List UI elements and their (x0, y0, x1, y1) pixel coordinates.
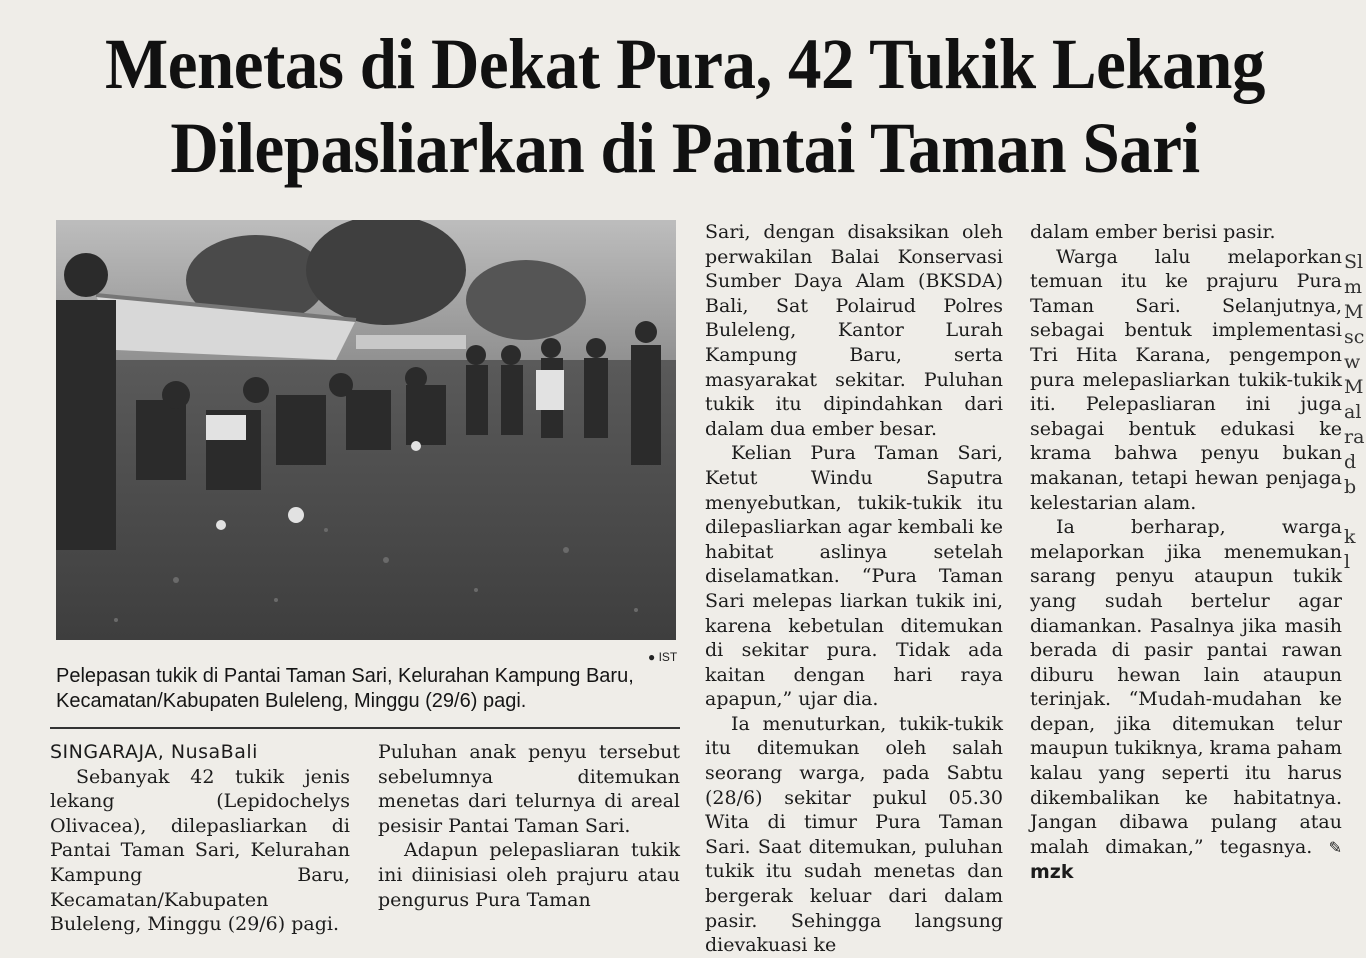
author-sign: mzk (1030, 861, 1074, 884)
pencil-icon: ✎ (1328, 837, 1342, 857)
col4-paragraph-2 (1030, 515, 1342, 885)
col3-paragraph-2: Kelian Pura Taman Sari, Ketut Windu Saputra menyebutkan, tukik-tukik itu dilepasliarkan agar kembali ke habitat aslinya setelah diselamatkan. “Pura Taman Sari melepas liarkan tukik ini, karena kebetulan ditemukan di sekitar pura. Tidak ada kaitan dengan hari raya apapun,” ujar dia. (705, 442, 1003, 711)
column-4 (1030, 220, 1342, 885)
photo-credit: ● IST (648, 650, 678, 664)
col2-paragraph-1: Puluhan anak penyu tersebut sebelumnya ditemukan menetas dari telurnya di areal pesisir Pantai Taman Sari. (378, 741, 680, 837)
headline-line-1: Menetas di Dekat Pura, 42 Tukik Lekang (105, 24, 1265, 104)
col2-paragraph-2: Adapun pelepasliaran tukik ini diinisiasi oleh prajuru atau pengurus Pura Taman (378, 839, 680, 911)
column-2 (378, 740, 680, 912)
caption-divider (50, 727, 680, 729)
col1-paragraph-1: Sebanyak 42 tukik jenis lekang (Lepidochelys Olivacea), dilepasliarkan di Pantai Taman Sari, Kelurahan Kampung Baru, Kecamatan/Kabupaten Buleleng, Minggu (29/6) pagi. (50, 765, 350, 936)
col4-paragraph-0: dalam ember berisi pasir. (1030, 221, 1276, 243)
headline (85, 22, 1285, 190)
dateline: SINGARAJA, NusaBali (50, 741, 258, 763)
headline-line-2: Dilepasliarkan di Pantai Taman Sari (170, 108, 1200, 188)
col4-paragraph-1: Warga lalu melaporkan temuan itu ke prajuru Pura Taman Sari. Selanjutnya, sebagai bentuk implementasi Tri Hita Karana, pengempon pura melepasliarkan tukik-tukik iti. Pelepasliaran ini juga sebagai bentuk edukasi ke krama bahwa penyu bukan makanan, tetapi hewan penjaga kelestarian alam. (1030, 245, 1342, 514)
col4-paragraph-2-text: Ia berharap, warga melaporkan jika menemukan sarang penyu ataupun tukik yang sudah bertelur agar diamankan. Pasalnya jika masih berada di pasir pantai rawan diburu hewan lain ataupun terinjak. “Mudah-mudahan ke depan, jika ditemukan telur maupun tukiknya, krama paham kalau yang seperti itu harus dikembalikan ke habitatnya. Jangan dibawa pulang atau malah dimakan,” tegasnya. (1030, 516, 1342, 858)
adjacent-article-fragment: Sl m M sc w M al ra d b k l (1344, 251, 1365, 573)
col3-paragraph-3: Ia menuturkan, tukik-tukik itu ditemukan oleh salah seorang warga, pada Sabtu (28/6) sekitar pukul 05.30 Wita di timur Pura Taman Sari. Saat ditemukan, puluhan tukik itu sudah menetas dan bergerak keluar dari dalam pasir. Sehingga langsung dievakuasi ke (705, 712, 1003, 957)
column-1 (50, 740, 350, 937)
news-photo (56, 220, 676, 640)
column-3 (705, 220, 1003, 958)
photo-caption: Pelepasan tukik di Pantai Taman Sari, Kelurahan Kampung Baru, Kecamatan/Kabupaten Buleleng, Minggu (29/6) pagi. (56, 665, 634, 712)
col3-paragraph-1: Sari, dengan disaksikan oleh perwakilan Balai Konservasi Sumber Daya Alam (BKSDA) Bali, Sat Polairud Polres Buleleng, Kantor Lurah Kampung Baru, serta masyarakat sekitar. Puluhan tukik itu dipindahkan dari dalam dua ember besar. (705, 221, 1003, 440)
photo-illustration (56, 220, 676, 640)
